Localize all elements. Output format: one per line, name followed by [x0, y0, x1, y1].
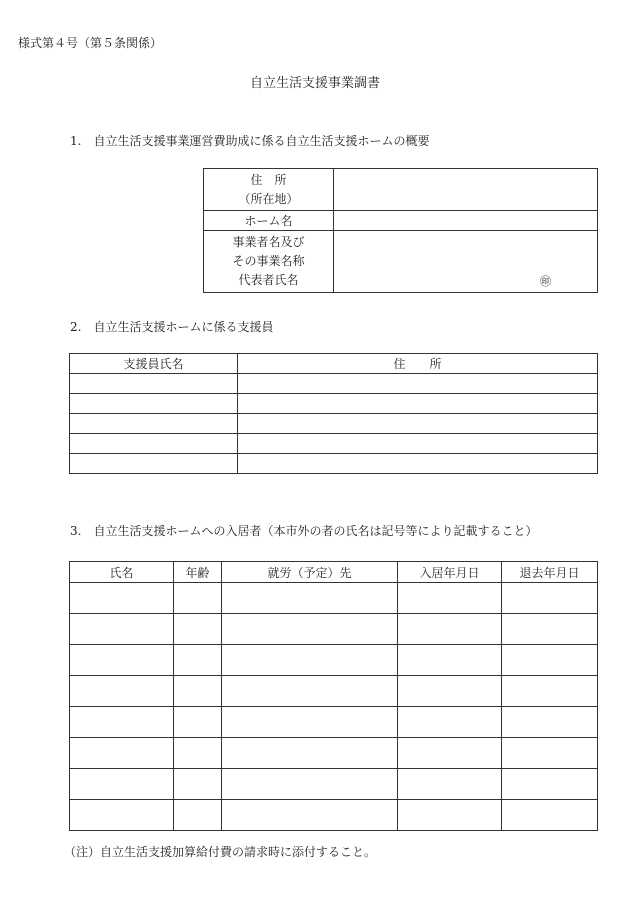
- address-sublabel: （所在地）: [238, 191, 299, 206]
- table-row: [70, 645, 598, 676]
- resident-move-out-date-cell[interactable]: [502, 583, 598, 614]
- staff-name-cell[interactable]: [70, 374, 238, 394]
- operator-name-label: 事業者名及び: [232, 235, 305, 249]
- resident-name-cell[interactable]: [70, 738, 174, 769]
- footnote: （注）自立生活支援加算給付費の請求時に添付すること。: [64, 845, 377, 859]
- home-name-field[interactable]: [334, 211, 598, 231]
- resident-move-in-date-cell[interactable]: [398, 769, 502, 800]
- table-row: [70, 614, 598, 645]
- resident-age-cell[interactable]: [174, 800, 222, 831]
- resident-employer-cell[interactable]: [222, 800, 398, 831]
- form-number: 様式第４号（第５条関係）: [18, 36, 163, 50]
- resident-move-in-date-cell[interactable]: [398, 738, 502, 769]
- table-row: [70, 414, 598, 434]
- resident-move-out-date-cell[interactable]: [502, 707, 598, 738]
- resident-employer-cell[interactable]: [222, 769, 398, 800]
- table-row: [70, 374, 598, 394]
- resident-move-in-date-cell[interactable]: [398, 800, 502, 831]
- staff-name-cell[interactable]: [70, 414, 238, 434]
- home-name-label: ホーム名: [204, 211, 334, 231]
- column-header-age: 年齢: [174, 562, 222, 583]
- support-staff-table: [69, 353, 598, 474]
- resident-employer-cell[interactable]: [222, 676, 398, 707]
- resident-employer-cell[interactable]: [222, 738, 398, 769]
- operator-field[interactable]: [334, 231, 598, 293]
- address-field[interactable]: [334, 169, 598, 211]
- resident-move-out-date-cell[interactable]: [502, 676, 598, 707]
- table-row: [70, 800, 598, 831]
- home-overview-table: [203, 168, 598, 293]
- resident-employer-cell[interactable]: [222, 583, 398, 614]
- resident-age-cell[interactable]: [174, 645, 222, 676]
- resident-age-cell[interactable]: [174, 676, 222, 707]
- resident-move-out-date-cell[interactable]: [502, 645, 598, 676]
- document-title: 自立生活支援事業調書: [249, 76, 380, 91]
- column-header-staff-address: 住 所: [238, 354, 598, 374]
- table-row: [70, 738, 598, 769]
- table-row: [70, 583, 598, 614]
- staff-address-cell[interactable]: [238, 414, 598, 434]
- resident-name-cell[interactable]: [70, 583, 174, 614]
- section-1-heading: 1. 自立生活支援事業運営費助成に係る自立生活支援ホームの概要: [70, 134, 430, 148]
- address-label-cell: [204, 169, 334, 211]
- resident-move-out-date-cell[interactable]: [502, 614, 598, 645]
- seal-mark: ㊞: [540, 275, 551, 288]
- resident-employer-cell[interactable]: [222, 707, 398, 738]
- column-header-employer: 就労（予定）先: [222, 562, 398, 583]
- resident-age-cell[interactable]: [174, 707, 222, 738]
- resident-name-cell[interactable]: [70, 676, 174, 707]
- staff-address-cell[interactable]: [238, 454, 598, 474]
- residents-table: [69, 561, 598, 831]
- staff-name-cell[interactable]: [70, 394, 238, 414]
- section-3-heading: 3. 自立生活支援ホームへの入居者（本市外の者の氏名は記号等により記載すること）: [70, 524, 538, 538]
- resident-age-cell[interactable]: [174, 583, 222, 614]
- staff-address-cell[interactable]: [238, 434, 598, 454]
- resident-move-in-date-cell[interactable]: [398, 583, 502, 614]
- column-header-name: 氏名: [70, 562, 174, 583]
- table-row: [70, 454, 598, 474]
- address-label: 住 所: [250, 172, 287, 187]
- resident-name-cell[interactable]: [70, 769, 174, 800]
- resident-name-cell[interactable]: [70, 800, 174, 831]
- column-header-move-out-date: 退去年月日: [502, 562, 598, 583]
- resident-employer-cell[interactable]: [222, 614, 398, 645]
- column-header-move-in-date: 入居年月日: [398, 562, 502, 583]
- staff-address-cell[interactable]: [238, 374, 598, 394]
- table-row: [70, 394, 598, 414]
- operator-business-label: その事業名称: [232, 254, 305, 268]
- table-row: [70, 676, 598, 707]
- section-2-heading: 2. 自立生活支援ホームに係る支援員: [70, 320, 274, 334]
- table-row: [70, 434, 598, 454]
- resident-name-cell[interactable]: [70, 614, 174, 645]
- table-row: [70, 707, 598, 738]
- resident-move-in-date-cell[interactable]: [398, 707, 502, 738]
- column-header-staff-name: 支援員氏名: [70, 354, 238, 374]
- resident-move-out-date-cell[interactable]: [502, 800, 598, 831]
- resident-move-out-date-cell[interactable]: [502, 738, 598, 769]
- resident-move-in-date-cell[interactable]: [398, 645, 502, 676]
- resident-age-cell[interactable]: [174, 769, 222, 800]
- operator-label-cell: [204, 231, 334, 293]
- staff-address-cell[interactable]: [238, 394, 598, 414]
- resident-employer-cell[interactable]: [222, 645, 398, 676]
- staff-name-cell[interactable]: [70, 454, 238, 474]
- resident-move-in-date-cell[interactable]: [398, 614, 502, 645]
- resident-age-cell[interactable]: [174, 614, 222, 645]
- resident-move-in-date-cell[interactable]: [398, 676, 502, 707]
- resident-age-cell[interactable]: [174, 738, 222, 769]
- staff-name-cell[interactable]: [70, 434, 238, 454]
- resident-name-cell[interactable]: [70, 707, 174, 738]
- resident-move-out-date-cell[interactable]: [502, 769, 598, 800]
- representative-label: 代表者氏名: [238, 273, 299, 287]
- table-row: [70, 769, 598, 800]
- resident-name-cell[interactable]: [70, 645, 174, 676]
